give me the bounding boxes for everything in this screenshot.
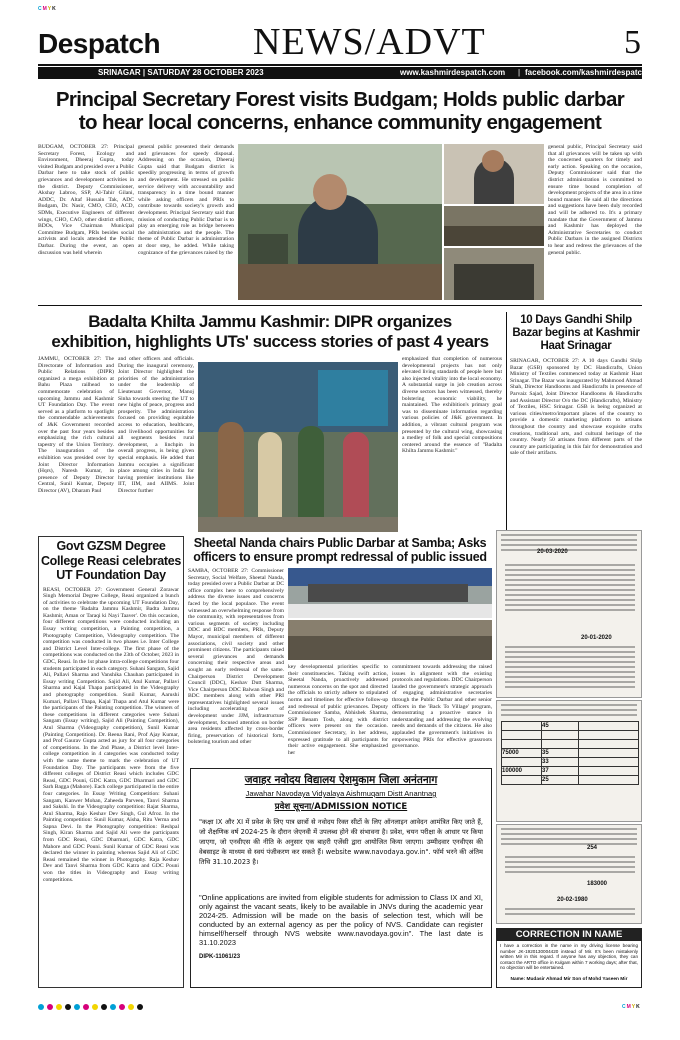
article1-col2: general public presented their demands and grievances for speedy disposal. Addressing on the occasion, Dheeraj Gupta said that Budgam district is speedily progressing in terms of growth and development. He stressed on public service delivery with accountability and transparency in a time bound manner while asking officers and PRIs to contribute towards society's growth and development. Principal Secretary said that mission of conducting Public Darbar is to play an emerging role as bridge between the administration and the people. The theme of Public Darbar is administration at door step, he added. While taking cognizance of the grievances raised by the	[138, 144, 234, 256]
urdu-text-line	[505, 574, 635, 576]
photo-panel	[318, 370, 388, 426]
photo-visitor	[258, 432, 282, 522]
correction-name: Name: Mudasir Ahmad Mir Son of Mohd Yaseen Mir	[510, 977, 628, 982]
black-dot	[101, 1004, 107, 1010]
jnv-admission-notice	[190, 768, 492, 988]
article5-headline: Sheetal Nanda chairs Public Darbar at Samba; Asks officers to ensure prompt redressal of public issued	[193, 536, 487, 564]
urdu-date: 20-02-1980	[557, 897, 588, 903]
photo-speaker-face	[482, 150, 504, 172]
cyan-dot	[38, 1004, 44, 1010]
article1-headline: Principal Secretary Forest visits Budgam; Holds public darbar to hear local concerns, enhance community engagement	[55, 88, 625, 134]
table-row: 45	[502, 722, 639, 731]
article2-col1: JAMMU, OCTOBER 27: The Directorate of Information and Public Relations (DIPR) organized a mega exhibition at Bahu Plaza railhead to commemorate celebration of upcoming Jammu and Kashmir UT Foundation Day. The event served as a platform to spotlight the commendable achievements of J&K Government recorded over the past four years besides emphasizing the rich cultural tapestry of the Union Territory. The inauguration of the exhibition was presided over by Joint Director Information (Hqrs), Naresh Kumar, in presence of Deputy Director Central, Sunil Kumar, Deputy Director (AV), Dharam Paul	[38, 356, 114, 494]
table-row: 100000 37	[502, 767, 639, 776]
article4-body: REASI, OCTOBER 27: Government General Zorawar Singh Memorial Degree College, Reasi organized a bunch of activities to celebrate the upcoming UT Foundation Day, on the theme 'Badalta Jammu Kashmir, Badta Jammu Kashmir, Aman or Taraqi ki Nayi Taaver'. On this occasion, four different competitions were conducted including an Essay writing competition, a Painting competition, a Photography Competition, Videography competition. The competition was conducted in two phases i.e. Inter College and District Level Inter-college. The first phase of the competitions was conducted on the 23th of October, 2023 in GDC, Reasi. In the 1st phase intra-college competitions four students participated in each category. Suhani Sangam, Sajid Ali, Pallavi Sharma and Vanshika Chauhan participated in Essay writing Competition. Sajid Ali, Atul Kumar, Pallavi Sharma and Kajal Thapa participated in the Videography and photography competition. Sunil Kumar, Aarushi Kumari, Pallavi Thapa, Kajal Thapa and Atul Kumar were the participants of the Painting competition. The winners of these competitions in different categories were Suhani Sangam (Essay writing), Sajid Ali (Painting Competition), Atul Sharma (Videography competition), Sunil Kumar (Painting Competition). Dr. Reena Rani, Prof Ajay Kumar, and Prof Gaurav Gupta acted as jury for all four categories of competitions. In the 2nd Phase, a District level Inter-college competition in 4 categories was conducted today with the same theme to mark the celebration of UT Foundation Day. The participants were from the five different colleges of District Reasi which includes GDC Reasi, GDC Pouni, GDC Katra, GDC Dharmari and GDC Sarh Bagga (Mahore). Each college participated in the entire four categories. In Essay Writing Competition: Suhani Sangam, Kanwer Mohan, Zaheeda Parveen, Tanvi Sharma and Sakshi. In the Videography competition: Rajat Sharma, Atul Sharma, Rajo Keshav Dev Singh, Gul Afroz. In the Painting competition: Sunil Kumar, Aisha, Ritu Verma and Sapna Devi. In the Photography competition: Reshpal Singh, Kiran Sharma and Sajid Ali were the participants from GDC Reasi, GDC Dharmari, GDC Katra, GDC Mahore and GDC Pouni. Sunil Kumar of GDC Reasi was declared the winner in painting whereas Sajid Ali of GDC Reasi remained the winner in Photography. Raja Keshav Dev and Tanvi Sharma from GDC Katra and GDC Pouni won the titles in Videography and Essay writing competitions.	[43, 586, 179, 883]
urdu-text-line	[505, 676, 635, 678]
photo-officials-row	[454, 264, 534, 300]
urdu-text-line	[501, 544, 637, 546]
correction-ad	[496, 928, 642, 988]
masthead: Despatch	[38, 28, 161, 59]
article1-photo-crowd	[444, 206, 544, 246]
urdu-text-line	[501, 843, 637, 845]
urdu-advertisement	[496, 530, 642, 698]
article2-col2: and other officers and officials. During the inaugural ceremony, Joint Director highlighted the priorities of the administration under the leadership of Lieutenant Governor, Manoj Sinha towards steering the UT to new highs of peace, progress and prosperity. The administration focused on providing equitable access to education, healthcare, and livelihood opportunities for all segments besides rural development, a linchpin in overall progress, is being given special emphasis. He added that Jammu occupies a significant place among cities in India for having premier institutions like IIT, IIM, and AIIMS. Joint Director further	[118, 356, 194, 494]
urdu-text-line	[505, 913, 635, 915]
urdu-table-advertisement	[496, 700, 642, 822]
magenta-dot	[47, 1004, 53, 1010]
divider-bar: |	[518, 68, 521, 77]
article5-col1: SAMBA, OCTOBER 27: Commissioner Secretary, Social Welfare, Sheetal Nanda, today presided over a Public Darbar at DC office complex here to comprehensively address the diverse issues and concerns faced by the local populace. The event witnessed an overwhelming response from the community, with representatives from various segments of society including DDC and BDC members, PRIs, Deputy Mayor, municipal members of different associations, civil society and other prominent citizens. The participants raised several grievances and demands concerning their respective areas and sought an early redressal of the same. Chairperson District Development Council (DDC), Keshav Dutt Sharma, Vice Chairperson DDC Balwan Singh and BDC members along with other PRI representatives highlighted several issues including accelerating pace of development under JJM, infrastructure development, focused attention on border area residents affected by cross-border firing, preservation of historical forts, bolstering tourism and other	[188, 568, 284, 746]
facebook-link[interactable]: facebook.com/kashmirdespatch	[525, 68, 647, 77]
table-row: 75000 35	[502, 749, 639, 758]
urdu-text-line	[505, 856, 635, 858]
notice-body-english: "Online applications are invited from eligible students for admission to Class IX and XI, only against the vacant seats, likely to be available in JNVs during the academic year 2024-25. Admission will be made on the basis of selection test, which will be conducted by an external agency as per the policy of NVS. Candidate can register himself/herself through NVS website www.navodaya.gov.in". The last date is 31.10.2023	[199, 893, 483, 947]
table-row: 25	[502, 776, 639, 785]
section-title: NEWS/ADVT	[253, 21, 486, 63]
magenta-dot	[83, 1004, 89, 1010]
urdu-text-line	[501, 828, 637, 830]
article5-photo-audience	[288, 620, 492, 660]
photo-face	[313, 174, 347, 210]
urdu-date: 20-03-2020	[537, 549, 568, 555]
urdu-text-line	[505, 866, 635, 868]
urdu-date: 20-01-2020	[581, 635, 612, 641]
urdu-text-line	[501, 714, 637, 716]
urdu-number: 183000	[587, 881, 608, 887]
urdu-text-line	[505, 666, 635, 668]
urdu-text-line	[505, 584, 635, 586]
urdu-text-line	[505, 871, 635, 873]
article2-headline: Badalta Khilta Jammu Kashmir: DIPR organizes exhibition, highlights UTs' success stories of past 4 years	[51, 312, 489, 351]
divider	[506, 312, 507, 532]
header-rule	[38, 64, 642, 66]
yellow-dot	[56, 1004, 62, 1010]
urdu-text-line	[501, 539, 637, 541]
article1-col3: general public, Principal Secretary said that all grievances will be taken up with the concerned quarters for timely and early action. Speaking on the occasion, Deputy Commissioner said that the district administration is committed to ensure time bound completion of development projects of the area in a time bound manner. He said all the directions and suggestions have been duly recorded and will be adhered to. It's a primary mandate that the Government of Jammu and Kashmir has deployed the Administrative Secretaries to conduct Public Darbars in the assigned Districts to hear and redress the grievances of the general public.	[548, 144, 642, 256]
table-row	[502, 731, 639, 740]
urdu-text-line	[505, 671, 635, 673]
dateline: SRINAGAR | SATURDAY 28 OCTOBER 2023	[98, 68, 264, 77]
article1-photo-speaker	[444, 144, 544, 204]
photo-audience-row	[288, 636, 492, 660]
urdu-text-line	[505, 686, 635, 688]
notice-title-english: Jawahar Navodaya Vidyalaya Aishmuqam Distt Anantnag	[245, 789, 437, 798]
photo-table	[238, 264, 442, 300]
article5-col3: commitment towards addressing the raised issues in alignment with the existing protocols and regulations. DDC Chairperson lauded the government's strategic approach of engaging administrative secretaries through the Public Darbar and other senior officers in the 'Back To Village' program, demonstrating a proactive stance in understanding and addressing the evolving needs and demands of the citizens. He also applauded the government's initiatives in empowering PRIs for effective grassroots governance.	[392, 664, 492, 750]
urdu-advertisement-lower	[496, 824, 642, 924]
yellow-dot	[128, 1004, 134, 1010]
urdu-number: 254	[587, 845, 598, 851]
cyan-dot	[74, 1004, 80, 1010]
urdu-text-line	[505, 646, 635, 648]
urdu-text-line	[505, 651, 635, 653]
urdu-text-line	[501, 549, 637, 551]
article4-headline: Govt GZSM Degree College Reasi celebrates UT Foundation Day	[40, 539, 182, 582]
black-dot	[137, 1004, 143, 1010]
black-dot	[65, 1004, 71, 1010]
magenta-dot	[119, 1004, 125, 1010]
page-number: 5	[624, 24, 641, 61]
urdu-text-line	[505, 589, 635, 591]
table-row: 33	[502, 758, 639, 767]
urdu-block	[501, 643, 639, 691]
article3-body: SRINAGAR, OCTOBER 27: A 10 days Gandhi Shilp Bazar (GSB) sponsored by DC Handicrafts, Union Ministry of Textiles commenced today at Kashmir Haat Srinagar. The Bazar was inaugurated by Mahmood Ahmad Shah, Director Handlooms and Handicrafts in presence of Parvaiz Sajad, Joint Director Handlooms & Handicrafts and Assistant Director O/o the DC (Handicrafts), Ministry of Textiles, HSC Srinagar. GSB is being organized at various cities/metro/important places of the country to provide a domestic marketing platform to artisans throughout the country and showcase exquisite crafts creations, traditional arts, and cultural heritage of the country. Nearly 50 artisans from different parts of the country are participating in this fair for demonstration and sale of their artifacts.	[510, 358, 642, 457]
cmyk-marks-footer: C M Y K	[622, 1004, 640, 1010]
urdu-text-line	[505, 599, 635, 601]
correction-body: I have a correction in the name in my driving license bearing number JK-1920130004420 instead of Mir. It's been mistakenly written Mir in this regard. If anyone has any objection, they can contact the ARTO office in Kulgam within 7 working days; after that, no objection will be entertained.	[500, 943, 638, 971]
article3-headline: 10 Days Gandhi Shilp Bazar begins at Kashmir Haat Srinagar	[512, 314, 640, 352]
color-registration-bar	[38, 1004, 143, 1010]
divider	[38, 305, 642, 306]
article2-photo-exhibition	[198, 362, 398, 532]
correction-title: CORRECTION IN NAME	[497, 929, 641, 941]
article4-box	[38, 536, 184, 988]
yellow-dot	[92, 1004, 98, 1010]
urdu-text-line	[505, 564, 635, 566]
urdu-text-line	[505, 861, 635, 863]
photo-visitor	[343, 432, 369, 522]
urdu-text-line	[505, 656, 635, 658]
cmyk-marks: C M Y K	[38, 6, 56, 12]
notice-subtitle: प्रवेश सूचना/ADMISSION NOTICE	[274, 802, 408, 812]
article5-photo-darbar	[288, 568, 492, 618]
urdu-table	[501, 721, 639, 785]
photo-audience	[248, 234, 288, 264]
urdu-block	[501, 853, 639, 876]
urdu-text-line	[501, 534, 637, 536]
urdu-text-line	[505, 661, 635, 663]
website-link[interactable]: www.kashmirdespatch.com	[400, 68, 506, 77]
photo-visitor	[298, 426, 324, 522]
notice-body-hindi: "कक्षा IX और XI में प्रवेश के लिए पात्र छात्रों से नवोदय रिक्त सीटों के लिए ऑनलाइन आवेदन आमंत्रित किए जाते हैं, जो शैक्षणिक वर्ष 2024-25 के दौरान जेएनवी में उपलब्ध होने की संभावना है। प्रवेश, चयन परीक्षा के आधार पर किया जाएगा, जो एनवीएस की नीति के अनुसार एक बाहरी एजेंसी द्वारा आयोजित किया जाएगा। उम्मीदवार एनवीएस की वेबसाइट के माध्यम से स्वयं पंजीकरण कर सकते हैं। website www.navodaya.gov.in". फॉर्म भरने की अंतिम तिथि 31.10.2023 है।	[199, 818, 483, 866]
urdu-text-line	[505, 681, 635, 683]
urdu-text-line	[501, 833, 637, 835]
urdu-text-line	[505, 569, 635, 571]
photo-crowd-row	[444, 226, 544, 246]
urdu-block	[501, 905, 639, 918]
urdu-text-line	[501, 709, 637, 711]
article1-photo-darbar	[238, 144, 442, 300]
urdu-text-line	[505, 579, 635, 581]
article2-col3: emphasized that completion of numerous developmental projects has not only elevated living standards of people here but also injected vitality into the local economy. A substantial surge in job creation across diverse sectors has been witnessed, thereby bolstering economic viability, he maintained. The exhibition's primary goal was to disseminate information regarding various policies of J&K government. In addition, a vibrant cultural program was presented by the cultural wing, showcasing a medley of folk and special compositions centered around the essence of "Badalta Khilta Jammu Kashmir."	[402, 356, 502, 455]
urdu-block	[501, 561, 639, 614]
urdu-text-line	[505, 609, 635, 611]
article1-col1: BUDGAM, OCTOBER 27: Principal Secretary Forest, Ecology and Environment, Dheeraj Gupta, today visited Budgam and presided over a Public Darbar here to take stock of public grievances and development activities in the district. Deputy Commissioner, Akshay Labroo, SSP, Al-Tahir Gilani, ADDC, Dr. Altaf Hussain Tak, ADC Budgam, Dr. Nasir, CMO, CEO, ACD, SDMs, Executive Engineers of different wings, CHO, CAO, other district officers, BDOs, Vice Chairman Municipal Committee Budgam, PRIs besides social activists and locals attended the Public Darbar. During the event, an open discussion was held wherein	[38, 144, 134, 256]
notice-code: DIPK-11061/23	[199, 954, 241, 960]
urdu-text-line	[505, 594, 635, 596]
article1-photo-officials	[444, 248, 544, 300]
photo-visitor	[218, 422, 244, 522]
article5-col2: key developmental priorities specific to their constituencies. Taking swift action, Sheetal Nanda, proactively addressed numerous concerns on the spot and directed the officials to strictly adhere to stipulated norms and timelines for effective follow-up and redressal of public grievances. Deputy Commissioner Samba, Abhishek Sharma, SSP Benam Tosh, along with district officers were present on the occasion. Commissioner Secretary, in her address, expressed gratitude to all participants for their active engagement. She emphasized her	[288, 664, 388, 756]
photo-table	[288, 604, 492, 618]
cyan-dot	[110, 1004, 116, 1010]
notice-title-hindi: जवाहर नवोदय विद्यालय ऐशमुकाम जिला अनंतनाग	[244, 774, 438, 786]
urdu-text-line	[505, 604, 635, 606]
photo-officials-row	[308, 584, 468, 602]
urdu-text-line	[501, 838, 637, 840]
urdu-text-line	[505, 908, 635, 910]
urdu-text-line	[501, 704, 637, 706]
table-row	[502, 740, 639, 749]
photo-floor	[198, 517, 398, 532]
